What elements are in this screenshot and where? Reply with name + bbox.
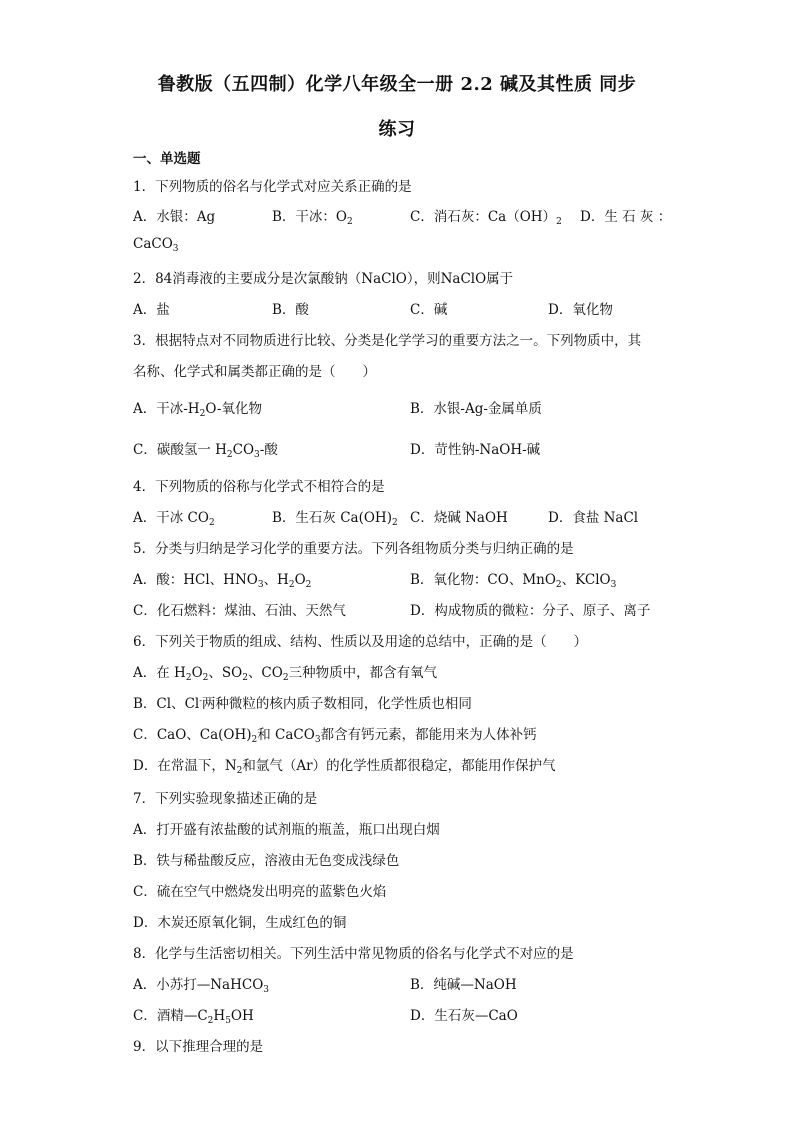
- question-3-stem: 3．根据特点对不同物质进行比较、分类是化学学习的重要方法之一。下列物质中，其: [133, 333, 642, 349]
- question-4-option-c: C．烧碱 NaOH: [410, 510, 508, 526]
- question-2-option-c: C．碱: [410, 302, 448, 318]
- question-8-option-b: B．纯碱—NaOH: [410, 977, 517, 993]
- question-5-option-a: A．酸：HCl、$HNO_3$、$H_2O_2$: [133, 572, 312, 590]
- section-heading: 一、单选题: [133, 151, 201, 167]
- question-2-stem: 2．84消毒液的主要成分是次氯酸钠（NaClO），则NaClO属于: [133, 271, 514, 287]
- document-title-line-1: 鲁教版（五四制）化学八年级全一册 2.2 碱及其性质 同步: [157, 74, 637, 95]
- question-1-option-d-continued: CaCO$_3$: [133, 236, 179, 254]
- question-3-option-d: D．苛性钠-NaOH-碱: [410, 442, 541, 458]
- question-7-option-b: B．铁与稀盐酸反应，溶液由无色变成浅绿色: [133, 853, 400, 869]
- question-4-option-b: B．生石灰 $Ca(OH)_2$: [272, 510, 398, 528]
- question-6-option-c: C．CaO、$Ca(OH)_2$和 CaCO$_3$都含有钙元素，都能用来为人体补钙: [133, 727, 537, 745]
- question-3-option-b: B．水银-Ag-金属单质: [410, 401, 542, 417]
- question-1-option-b: B．干冰：$O_2$: [272, 209, 353, 227]
- question-5-option-d: D．构成物质的微粒：分子、原子、离子: [410, 603, 651, 619]
- question-6-option-b: B．Cl、Cl-两种微粒的核内质子数相同，化学性质也相同: [133, 696, 472, 712]
- question-7-option-c: C．硫在空气中燃烧发出明亮的蓝紫色火焰: [133, 884, 387, 900]
- document-title-line-2: 练习: [378, 119, 416, 140]
- question-4-option-a: A．干冰 $CO_2$: [133, 510, 215, 528]
- question-3-stem-continued: 名称、化学式和属类都正确的是（ ）: [133, 364, 376, 380]
- question-2-option-a: A．盐: [133, 302, 170, 318]
- question-4-stem: 4．下列物质的俗称与化学式不相符合的是: [133, 479, 385, 495]
- question-6-option-a: A．在 $H_2O_2$、$SO_2$、$CO_2$三种物质中，都含有氧气: [133, 665, 438, 683]
- question-5-stem: 5．分类与归纳是学习化学的重要方法。下列各组物质分类与归纳正确的是: [133, 541, 574, 557]
- question-7-option-d: D．木炭还原氧化铜，生成红色的铜: [133, 915, 347, 931]
- question-9-stem: 9．以下推理合理的是: [133, 1039, 264, 1055]
- question-8-option-d: D．生石灰—CaO: [410, 1008, 518, 1024]
- question-8-option-c: C．酒精$—C_2H_5OH$: [133, 1008, 254, 1026]
- question-2-option-b: B．酸: [272, 302, 309, 318]
- question-8-stem: 8．化学与生活密切相关。下列生活中常见物质的俗名与化学式不对应的是: [133, 946, 574, 962]
- question-8-option-a: A．小苏打—NaHCO$_3$: [133, 977, 270, 995]
- question-1-stem: 1．下列物质的俗名与化学式对应关系正确的是: [133, 179, 412, 195]
- question-5-option-c: C．化石燃料：煤油、石油、天然气: [133, 603, 346, 619]
- question-3-option-a: A．干冰$-H_2O-$氧化物: [133, 401, 262, 419]
- question-6-option-d: D．在常温下，$N_2$和氩气（Ar）的化学性质都很稳定，都能用作保护气: [133, 758, 556, 776]
- question-6-stem: 6．下列关于物质的组成、结构、性质以及用途的总结中，正确的是（ ）: [133, 634, 588, 650]
- question-4-option-d: D．食盐 NaCl: [548, 510, 639, 526]
- question-1-option-a: A．水银：Ag: [133, 209, 216, 225]
- question-7-stem: 7．下列实验现象描述正确的是: [133, 791, 318, 807]
- question-1-option-d: D．生 石 灰 ：: [580, 209, 672, 225]
- question-7-option-a: A．打开盛有浓盐酸的试剂瓶的瓶盖，瓶口出现白烟: [133, 822, 440, 838]
- question-2-option-d: D．氧化物: [548, 302, 613, 318]
- question-3-option-c: C．碳酸氢一 $H_2CO_3-$酸: [133, 442, 278, 460]
- question-1-option-c: C．消石灰：$Ca(OH)_2$: [410, 209, 562, 227]
- question-5-option-b: B．氧化物：CO、MnO$_2$、KClO$_3$: [410, 572, 617, 590]
